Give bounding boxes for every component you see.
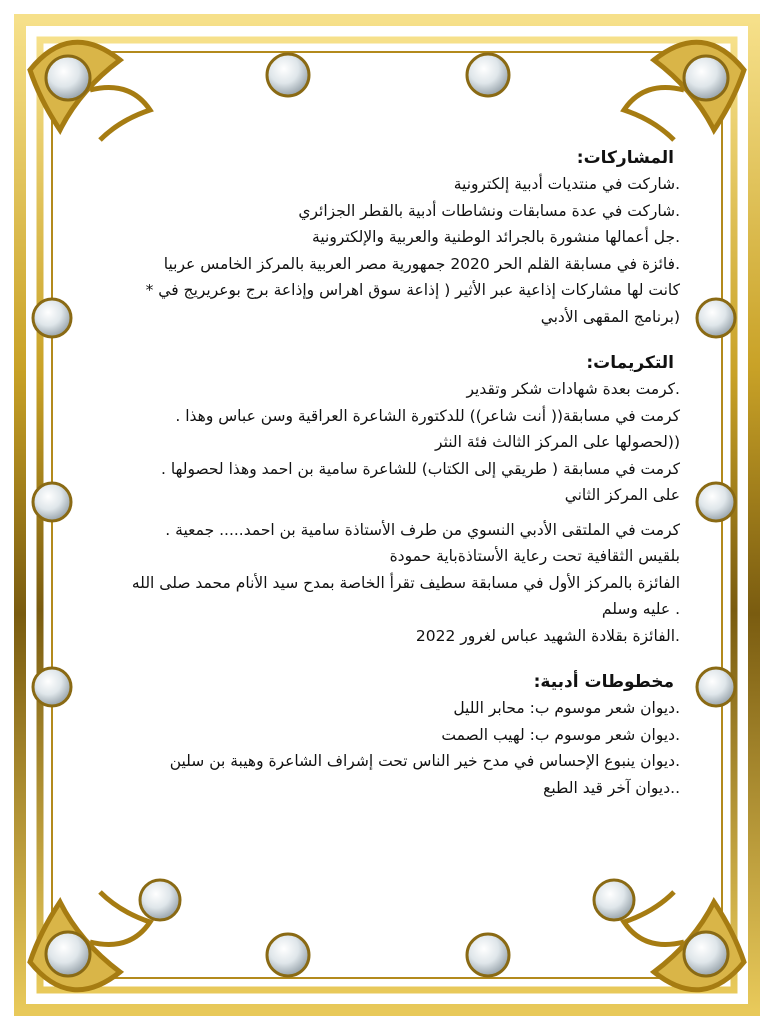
corner-ornament-top-left: [30, 42, 150, 140]
manuscripts-section: [60, 669, 680, 801]
participation-line: (برنامج المقهى الأدبي: [540, 307, 680, 326]
honor-line: الفائزة بالمركز الأول في مسابقة سطيف تقرأ الخاصة بمدح سيد الأنام محمد صلى الله: [131, 573, 680, 592]
honors-heading: التكريمات:: [586, 353, 674, 373]
honor-line: ((لحصولها على المركز الثالث فئة النثر: [435, 433, 680, 451]
honors-section: [60, 350, 680, 649]
honor-line: .الفائزة بقلادة الشهيد عباس لغرور 2022: [415, 626, 680, 645]
gem-top-2: [467, 54, 509, 96]
manuscript-line: .ديوان شعر موسوم ب: لهيب الصمت: [441, 725, 680, 744]
honor-line: كرمت في مسابقة(( أنت شاعر)) للدكتورة الشاعرة العراقية وسن عباس وهذا .: [175, 406, 680, 425]
honor-line: كرمت في مسابقة ( طريقي إلى الكتاب) للشاعرة سامية بن احمد وهذا لحصولها .: [161, 459, 680, 478]
participations-section: [60, 145, 680, 330]
document-body: [60, 145, 680, 845]
participation-line: .شاركت في عدة مسابقات ونشاطات أدبية بالقطر الجزائري: [298, 201, 680, 220]
participations-heading: المشاركات:: [576, 148, 674, 168]
participation-line: .شاركت في منتديات أدبية إلكترونية: [453, 175, 680, 193]
gem-right-1: [697, 299, 735, 337]
gem-top-1: [267, 54, 309, 96]
gem-right-2: [697, 483, 735, 521]
gem-bottom-2: [467, 934, 509, 976]
honor-line: . عليه وسلم: [601, 600, 680, 618]
participation-line: .فائزة في مسابقة القلم الحر 2020 جمهورية مصر العربية بالمركز الخامس عربيا: [163, 254, 680, 273]
corner-ornament-top-right: [624, 42, 744, 140]
honor-line: بلقيس الثقافية تحت رعاية الأستاذةباية حمودة: [389, 547, 680, 565]
gem-bottom-1: [267, 934, 309, 976]
honor-line: على المركز الثاني: [564, 486, 680, 504]
participation-line: .جل أعمالها منشورة بالجرائد الوطنية والعربية والإلكترونية: [312, 228, 680, 246]
manuscripts-heading: مخطوطات أدبية:: [533, 672, 674, 692]
manuscript-line: ..ديوان آخر قيد الطبع: [543, 778, 680, 797]
manuscript-line: .ديوان ينبوع الإحساس في مدح خير الناس تحت إشراف الشاعرة وهيبة بن سلين: [169, 752, 680, 770]
gem-right-3: [697, 668, 735, 706]
participation-line: كانت لها مشاركات إذاعية عبر الأثير ( إذاعة سوق اهراس وإذاعة برج بوعريريج في *: [145, 281, 680, 299]
honor-line: كرمت في الملتقى الأدبي النسوي من طرف الأستاذة سامية بن احمد..... جمعية .: [165, 520, 680, 539]
honor-line: .كرمت بعدة شهادات شكر وتقدير: [466, 380, 680, 398]
manuscript-line: .ديوان شعر موسوم ب: محابر الليل: [453, 699, 680, 717]
